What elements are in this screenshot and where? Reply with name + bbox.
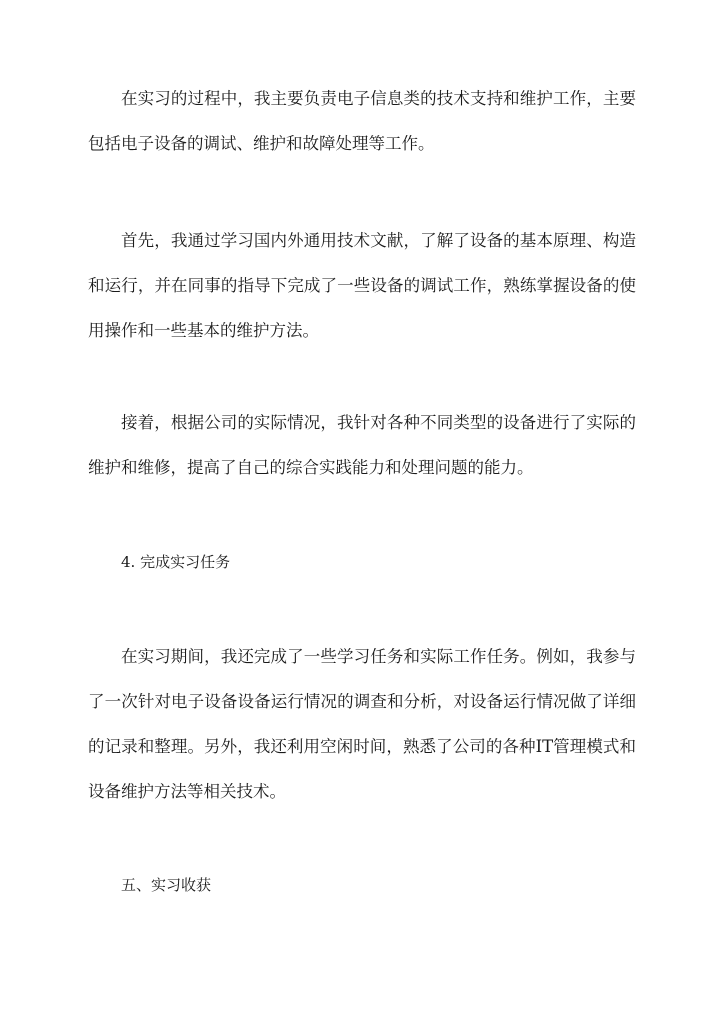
section-heading-complete-tasks: 4. 完成实习任务: [121, 553, 231, 571]
section-heading-internship-gains: 五、实习收获: [121, 876, 212, 894]
paragraph-tasks-completed: 在实习期间，我还完成了一些学习任务和实际工作任务。例如，我参与了一次针对电子设备设备运行情况的调查和分析，对设备运行情况做了详细的记录和整理。另外，我还利用空闲时间，熟悉了公司的各种IT管理模式和设备维护方法等相关技术。: [88, 647, 636, 801]
paragraph-then-maintenance: 接着，根据公司的实际情况，我针对各种不同类型的设备进行了实际的维护和维修，提高了自己的综合实践能力和处理问题的能力。: [88, 413, 636, 477]
paragraph-first-learning: 首先，我通过学习国内外通用技术文献，了解了设备的基本原理、构造和运行，并在同事的指导下完成了一些设备的调试工作，熟练掌握设备的使用操作和一些基本的维护方法。: [88, 231, 636, 340]
paragraph-internship-responsibilities: 在实习的过程中，我主要负责电子信息类的技术支持和维护工作，主要包括电子设备的调试、维护和故障处理等工作。: [88, 89, 636, 153]
